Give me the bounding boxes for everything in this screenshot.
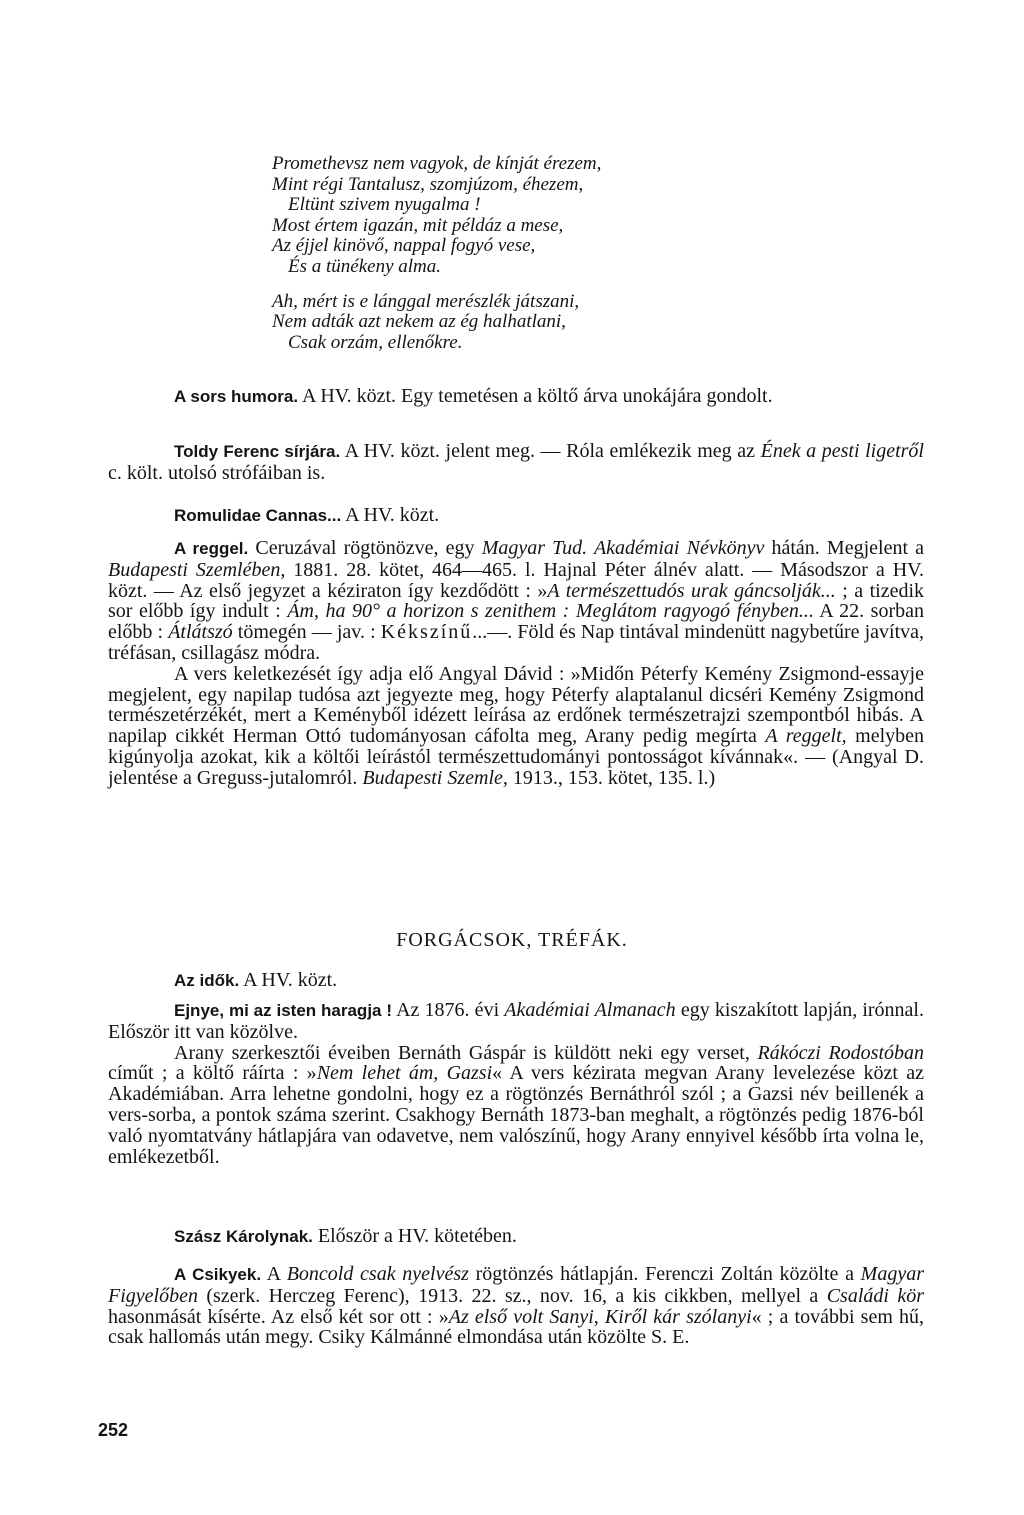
note-text: A (261, 1263, 287, 1285)
note-ejnye (108, 1000, 924, 1167)
note-text: A HV. közt. jelent meg. — Róla emlékezik meg az (340, 440, 761, 462)
note-text: címűt ; a költő ráírta : » (108, 1062, 317, 1085)
note-lead: A sors humora. (174, 387, 299, 406)
note-text: ...—. Föld és Nap tintával mindenütt nagybetűre javítva, tréfásan, csillagász módra. (108, 621, 925, 664)
poem-line: Nem adták azt nekem az ég halhatlani, (272, 311, 566, 333)
poem-line: Promethevsz nem vagyok, de kínját érezem, (272, 153, 602, 174)
note-text: egy kiszakított lapján, irónnal. Először itt van közölve. (108, 999, 924, 1043)
note-title: Ének a pesti ligetről (760, 440, 924, 462)
note-a-reggel (108, 538, 924, 789)
note-text: ; a tizedik sor előbb így indult : (108, 579, 925, 623)
note-lead: Romulidae Cannas... (174, 506, 342, 525)
note-quote: Ám, ha 90° a horizon s zenithem : Meglátom ragyogó fényben... (287, 600, 814, 623)
note-title: Akadémiai Almanach (504, 999, 676, 1021)
note-text: A HV. közt. (341, 504, 440, 526)
note-text: A HV. közt. (239, 969, 338, 991)
note-text: c. költ. utolsó strófáiban is. (108, 461, 326, 484)
note-text: A 22. sorban előbb : (108, 600, 924, 644)
note-title: Budapesti Szemle, (362, 766, 508, 789)
note-quote: Nem lehet ám, Gazsi (316, 1062, 493, 1085)
note-title: Budapesti Szemlében, (108, 558, 286, 581)
page-number: 252 (98, 1420, 129, 1440)
poem-line: Az éjjel kinövő, nappal fogyó vese, (272, 235, 536, 257)
note-romulidae (108, 505, 924, 527)
note-lead: Ejnye, mi az isten haragja ! (174, 1001, 393, 1020)
note-text: A vers keletkezését így adja elő Angyal Dávid : »Midőn Péterfy Kemény Zsigmond-essayje megjelent, egy napilap tudósa azt jegyezte meg, hogy Péterfy alaptalanul dicséri Kemény Zsigmond természetérzékét, mert a Keményből idézett leírása az erdőnek természetrajzi szempontból hibás. A napilap cikkét Herman Ottó tudományosan cáfolta meg, Arany pedig megírta (108, 662, 924, 748)
note-a-csikyek (108, 1264, 924, 1348)
poem-line: Most értem igazán, mit példáz a mese, (272, 214, 564, 236)
note-text: Az 1876. évi (392, 999, 505, 1021)
note-text: « A vers kézirata megvan Arany levelezése közt az Akadémiában. Arra lehetne gondolni, hogy ez a rögtönzés Bernáthról szól ; a Gazsi név beillenék a vers-sorba, a pontok száma szerint. Csakhogy Bernáth 1873-ban meghalt, a rögtönzés pedig 1876-ból való nyomtatvány hátlapjára van odavetve, nem valószínű, hogy Arany ennyivel később írta volna le, emlékezetből. (108, 1062, 924, 1168)
poem-line: Csak orzám, ellenőkre. (288, 331, 463, 353)
note-sors-humora (108, 386, 924, 408)
note-szasz-karolynak (108, 1226, 924, 1248)
note-title: Családi kör (826, 1284, 924, 1307)
note-quote: Az első volt Sanyi, Kiről kár szólanyi (448, 1305, 752, 1328)
note-lead: Az idők. (174, 971, 240, 990)
note-text: 1913., 153. kötet, 135. l.) (507, 766, 716, 789)
note-text: Először a HV. kötetében. (312, 1225, 517, 1247)
note-lead: A reggel. (174, 539, 249, 558)
note-lead: Toldy Ferenc sírjára. (174, 442, 341, 461)
note-text: Arany szerkesztői éveiben Bernáth Gáspár is küldött neki egy verset, (174, 1041, 758, 1064)
note-az-idok (108, 970, 924, 992)
note-title: A reggelt, (765, 725, 847, 748)
note-text: A HV. közt. Egy temetésen a költő árva unokájára gondolt. (298, 385, 773, 407)
note-title: Magyar Tud. Akadémiai Névkönyv (481, 537, 765, 559)
note-toldy-ferenc (108, 441, 924, 484)
note-text: melyben kigúnyolja azokat, kik a költői leírástól természettudományi pontosságot kívánnak«. — (Angyal D. jelentése a Greguss-jutalomról. (108, 725, 925, 789)
note-quote: Kékszínű (380, 621, 473, 644)
poem-line: Ah, mért is e lánggal merészlék játszani, (272, 290, 580, 312)
note-text: « ; a további sem hű, csak hallomás után megy. Csiky Kálmánné elmondása után közölte S. E. (108, 1305, 925, 1349)
note-title: Magyar Figyelőben (108, 1263, 924, 1307)
poem-line: Eltünt szivem nyugalma ! (288, 194, 481, 216)
note-quote: A természettudós urak gáncsolják... (547, 579, 836, 602)
note-text: (szerk. Herczeg Ferenc), 1913. 22. sz., nov. 16, a kis cikkben, mellyel a (197, 1284, 827, 1307)
note-title: Rákóczi Rodostóban (757, 1041, 924, 1064)
poem (272, 154, 932, 353)
note-quote: Átlátszó (168, 621, 233, 644)
note-lead: Szász Károlynak. (174, 1227, 313, 1246)
note-text: 1881. 28. kötet, 464—465. l. Hajnal Péter álnév alatt. — Másodszor a HV. közt. — Az első jegyzet a kéziraton így kezdődött : » (108, 558, 925, 602)
note-lead: A Csikyek. (174, 1265, 262, 1284)
note-text: Ceruzával rögtönözve, egy (248, 537, 482, 559)
note-title: Boncold csak nyelvész (286, 1263, 469, 1285)
note-text: hátán. Megjelent a (764, 537, 925, 559)
note-text: rögtönzés hátlapján. Ferenczi Zoltán közölte a (468, 1263, 861, 1285)
section-title: FORGÁCSOK, TRÉFÁK. (396, 929, 628, 951)
note-text: hasonmását kísérte. Az első két sor ott : » (108, 1305, 449, 1328)
note-text: tömegén — jav. : (232, 621, 381, 644)
poem-line: És a tünékeny alma. (288, 255, 442, 277)
poem-line: Mint régi Tantalusz, szomjúzom, éhezem, (272, 173, 584, 195)
